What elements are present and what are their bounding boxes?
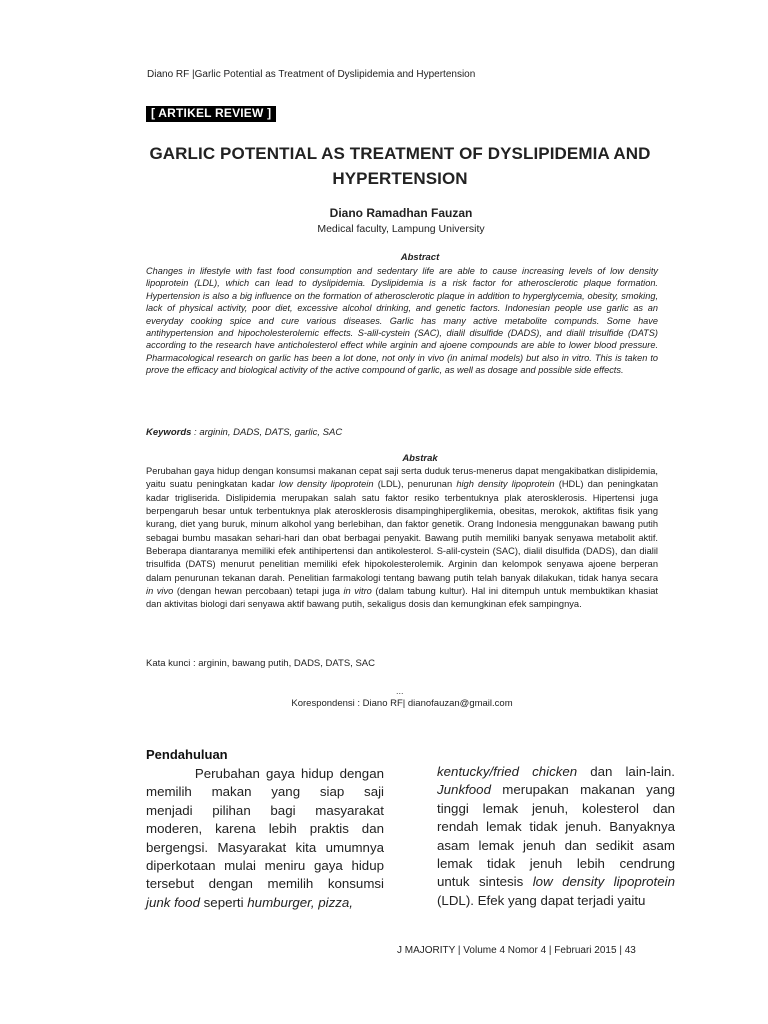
keywords <box>146 427 342 438</box>
abstract-heading: Abstract <box>400 252 440 263</box>
body-italic: junk food <box>146 894 200 910</box>
abstrak-text: Perubahan gaya hidup dengan konsumsi makanan cepat saji serta duduk terus-menerus dapat mengakibatkan dislipidemia, yaitu suatu peningkatan kadar <box>146 466 658 490</box>
body-text: seperti <box>199 894 248 910</box>
body-column-left <box>146 765 384 912</box>
author-affiliation: Medical faculty, Lampung University <box>317 223 485 235</box>
abstrak-text: (dalam tabung kultur). Hal ini ditempuh untuk membuktikan khasiat dan aktivitas biologi dari senyawa aktif bawang putih, sekaligus dosis dan kemungkinan efek sampingnya. <box>146 586 659 610</box>
abstrak-italic: low density lipoprotein <box>278 479 374 490</box>
abstrak-text: (HDL) dan peningkatan kadar trigliserida. Dislipidemia merupakan salah satu faktor resiko terbentuknya plak aterosklerosis. Hipertensi juga berpengaruh besar untuk terbentuknya plak aterosklerosis disampinghiperglikemia, obesitas, merokok, aktifitas fisik yang kurang, diet yang buruk, minum alkohol yang berlebihan, dan faktor genetik. Orang Indonesia menggunakan bawang putih sebagai bumbu masakan sehari-hari dan obat berbagai penyakit. Bawang putih memiliki banyak senyawa metabolit aktif. Beberapa diantaranya memiliki efek antihipertensi dan antikolesterol. S-alil-cystein (SAC), dialil disulfida (DADS), dan dialil trisulfida (DATS) menurut penelitian memiliki efek hipokolesterolemik. Arginin dan kelompok senyawa ajoene berperan dalam penurunan tekanan darah. Penelitian farmakologi tentang bawang putih telah banyak dilakukan, tidak hanya secara <box>146 479 658 583</box>
author-name: Diano Ramadhan Fauzan <box>329 206 473 220</box>
abstrak-italic: in vitro <box>343 586 372 597</box>
body-line <box>437 781 675 799</box>
section-heading: Pendahuluan <box>146 747 228 762</box>
body-line: asam lemak jenuh dan sedikit asam <box>437 837 675 853</box>
page-footer: J MAJORITY | Volume 4 Nomor 4 | Februari 2015 | 43 <box>397 945 636 956</box>
body-line: moderen, karena lebih praktis dan <box>146 821 384 837</box>
body-text: untuk sintesis <box>437 874 533 890</box>
body-text: merupakan makanan yang <box>490 782 675 798</box>
body-line: memilih makan yang siap saji <box>146 784 384 800</box>
body-line: lemak tidak jenuh lebih cendrung <box>437 856 675 872</box>
body-line: (LDL). Efek yang dapat terjadi yaitu <box>437 892 646 908</box>
body-italic: low density lipoprotein <box>532 874 675 890</box>
body-italic: Junkfood <box>437 782 491 798</box>
abstrak-italic: high density lipoprotein <box>456 479 555 490</box>
footnote-dots: ... <box>396 686 404 696</box>
abstrak-text: (LDL), penurunan <box>373 479 457 490</box>
article-title <box>130 141 670 191</box>
body-column-right <box>437 763 675 910</box>
abstrak-italic: in vivo <box>146 586 174 597</box>
body-text: dan lain-lain. <box>577 764 675 779</box>
correspondence: Korespondensi : Diano RF| dianofauzan@gmail.com <box>291 698 513 709</box>
body-line: menjadi pilihan bagi masyarakat <box>146 802 384 818</box>
body-line <box>437 873 675 891</box>
abstrak-indonesian <box>146 465 658 612</box>
abstrak-heading: Abstrak <box>402 453 438 464</box>
keywords-text: : arginin, DADS, DATS, garlic, SAC <box>191 427 343 438</box>
kata-kunci: Kata kunci : arginin, bawang putih, DADS, DATS, SAC <box>146 658 375 669</box>
title-line-2: HYPERTENSION <box>332 169 468 188</box>
body-line: Perubahan gaya hidup dengan <box>146 766 384 781</box>
body-italic: humburger, pizza, <box>247 894 353 910</box>
keywords-label: Keywords <box>146 427 192 438</box>
article-type-badge <box>146 104 276 120</box>
body-line: tinggi lemak jenuh, kolesterol dan <box>437 800 675 816</box>
body-line: diperkotaan mulai meniru gaya hidup <box>146 858 384 874</box>
body-line: rendah lemak tidak jenuh. Banyaknya <box>437 819 675 835</box>
body-italic: kentucky/fried chicken <box>437 764 578 779</box>
body-line <box>146 894 384 912</box>
abstract-english: Changes in lifestyle with fast food consumption and sedentary life are able to cause increasing levels of low density lipoprotein (LDL), which can lead to dyslipidemia. Dyslipidemia is a risk factor for atherosclerotic plaque formation. Hypertension is also a big influence on the formation of atherosclerotic plaque in addition to hyperglycemia, obesity, smoking, lack of physical activity, poor diet, excessive alcohol drinking, and genetic factors. Indonesian people use garlic as an everyday cooking spice and cure various diseases. Garlic has many active metabolite compunds. Some have antihypertension and hipocholesterolemic effects. S-alil-cystein (SAC), dialil disulfide (DADS), and dialil trisulfide (DATS) according to the research have anticholesterol effect while arginin and ajoene compounds are able to lower blood pressure. Pharmacological research on garlic has been a lot done, not only in vivo (in animal models) but also in vitro. This is taken to prove the efficacy and biological activity of the active compound of garlic, as well as dosage and possible side effects. <box>146 266 658 376</box>
title-line-1: GARLIC POTENTIAL AS TREATMENT OF DYSLIPIDEMIA AND <box>149 144 651 163</box>
body-line <box>437 763 675 781</box>
body-line: tersebut dengan memilih konsumsi <box>146 876 384 892</box>
article-type-label: [ ARTIKEL REVIEW ] <box>146 106 276 122</box>
running-head: Diano RF |Garlic Potential as Treatment of Dyslipidemia and Hypertension <box>147 69 476 80</box>
body-line: bergengsi. Masyarakat kita umumnya <box>146 839 384 855</box>
abstrak-text: (dengan hewan percobaan) tetapi juga <box>173 586 344 597</box>
